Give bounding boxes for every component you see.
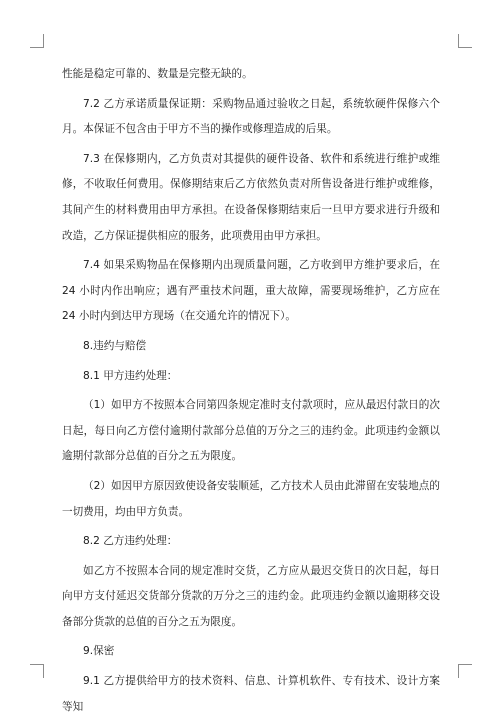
crop-mark-bottom-left [30,664,44,678]
paragraph-continuation: 性能是稳定可靠的、数量是完整无缺的。 [62,68,253,80]
heading-section-9: 9.保密 [83,645,115,658]
heading-8-1: 8.1 甲方违约处理： [83,369,178,382]
paragraph-7-4: 7.4 如果采购物品在保修期内出现质量问题，乙方收到甲方维护要求后，在 24 小时内作出响应；遇有严重技术问题，重大故障，需要现场维护，乙方应在 24 小时内到达甲方现场（在交通允许的情况下）。 [62,259,440,323]
crop-mark-top-left [30,34,44,48]
paragraph-8-2: 如乙方不按照本合同的规定准时交货，乙方应从最迟交货日的次日起，每日向甲方支付延迟交货部分货款的万分之三的违约金。此项违约金额以逾期移交设备部分货款的总值的百分之五为限度。 [62,564,440,628]
paragraph-8-1-item-1: （1）如甲方不按照本合同第四条规定准时支付款项时，应从最迟付款日的次日起，每日向乙方偿付逾期付款部分总值的万分之三的违约金。此项违约金额以逾期付款部分总值的百分之五为限度。 [62,399,440,463]
crop-mark-bottom-right [458,664,472,678]
paragraph-8-1-item-2: （2）如因甲方原因致使设备安装顺延，乙方技术人员由此滞留在安装地点的一切费用，均由甲方负责。 [62,479,440,518]
heading-8-2: 8.2 乙方违约处理： [83,535,178,548]
crop-mark-top-right [458,34,472,48]
heading-section-8: 8.违约与赔偿 [83,339,147,352]
paragraph-7-3: 7.3 在保修期内，乙方负责对其提供的硬件设备、软件和系统进行维护或维修，不收取任何费用。保修期结束后乙方依然负责对所售设备进行维护或维修，其间产生的材料费用由甲方承担。在设备保修期结束后一旦甲方要求进行升级和改造，乙方保证提供相应的服务，此项费用由甲方承担。 [62,152,440,242]
paragraph-9-1: 9.1 乙方提供给甲方的技术资料、信息、计算机软件、专有技术、设计方案等知 [62,675,440,713]
document-body [62,62,440,724]
paragraph-7-2: 7.2 乙方承诺质量保证期：采购物品通过验收之日起，系统软硬件保修六个月。本保证不包含由于甲方不当的操作或修理造成的后果。 [62,97,440,136]
